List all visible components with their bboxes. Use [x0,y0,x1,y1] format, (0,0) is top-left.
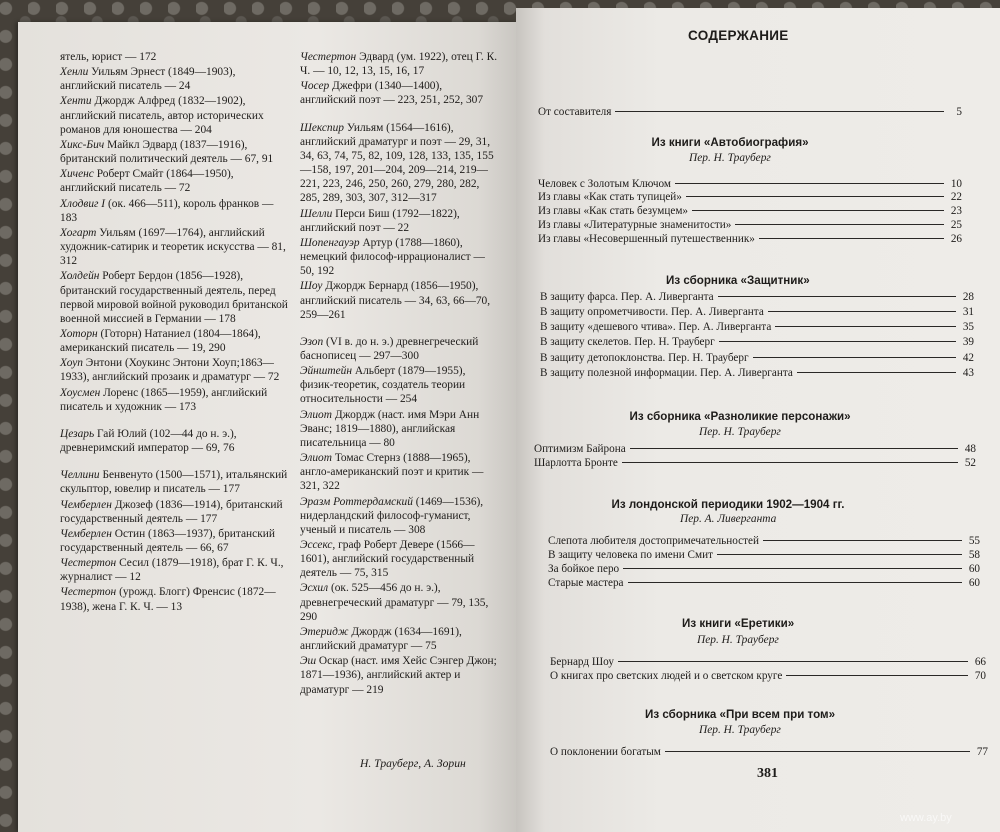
dot-leader [797,372,956,373]
toc-entry-page: 60 [968,577,980,589]
toc-entry-title: В защиту опрометчивости. Пер. А. Ливерганта [540,306,764,318]
index-entry [60,94,292,136]
toc-entry-page: 70 [974,670,986,682]
index-entry-text: Джордж (наст. имя Мэри Анн Эванс; 1819—1880), английская писательница — 80 [300,408,480,449]
toc-entry-title: В защиту полезной информации. Пер. А. Ливерганта [540,367,793,379]
dot-leader [623,568,962,569]
index-entry [60,356,292,384]
toc-entry-page: 43 [962,367,974,379]
toc-entry [540,367,974,379]
index-entry-name: Холдейн [60,270,100,283]
index-entry-name: Хоусмен [60,386,101,399]
index-entry-name: Честертон [60,586,117,599]
left-page [18,22,518,832]
toc-entry-title: В защиту скелетов. Пер. Н. Трауберг [540,336,715,348]
toc-entry-title: В защиту «дешевого чтива». Пер. А. Ливерганта [540,321,772,333]
dot-leader [630,448,958,449]
index-entry-text: (ок. 466—511), король франков — 183 [60,197,274,224]
dot-leader [618,661,968,662]
index-entry-text: граф Роберт Девере (1566—1601), английский государственный деятель — 75, 315 [300,539,475,580]
toc-entry [540,291,974,303]
toc-entry-title: От составителя [538,106,612,118]
toc-entry [540,352,974,364]
index-entry-text: (урожд. Блогг) Френсис (1872—1938), жена Г. К. Ч. — 13 [60,586,276,613]
toc-section-translator: Пер. Н. Трауберг [689,152,771,164]
toc-entry-page: 23 [950,205,962,217]
toc-entry-title: Из главы «Несовершенный путешественник» [538,233,755,245]
index-entry-name: Этеридж [300,625,349,638]
toc-section-title: Из книги «Еретики» [682,617,795,630]
index-entry-name: Честертон [60,557,117,570]
dot-leader [753,357,956,358]
toc-entry [534,457,976,469]
toc-entry [538,219,962,231]
toc-entry-page: 58 [968,549,980,561]
index-entry-text: Эдвард (ум. 1922), отец Г. К. Ч. — 10, 12, 13, 15, 16, 17 [300,51,498,78]
index-entry-name: Эш [300,655,317,668]
index-entry-name: Элиот [300,452,332,465]
toc-entry-page: 55 [968,535,980,547]
dot-leader [735,224,944,225]
signature: Н. Трауберг, А. Зорин [360,757,466,770]
dot-leader [675,183,944,184]
index-entry-name: Эсхил [300,582,329,595]
toc-entry [538,106,962,118]
toc-entry [550,656,986,668]
index-entry [300,451,500,493]
index-entry-name: Хлодвиг I [60,197,106,210]
index-entry [60,167,292,195]
index-entry-text: Джордж Бернард (1856—1950), английский писатель — 34, 63, 66—70, 259—261 [300,280,491,321]
toc-entry-title: О поклонении богатым [550,746,661,758]
toc-entry-page: 25 [950,219,962,231]
index-entry-name: Цезарь [60,427,95,440]
toc-entry [538,178,962,190]
toc-entry-title: Шарлотта Бронте [534,457,618,469]
index-entry-name: Честертон [300,51,357,63]
index-entry-name: Эйнштейн [300,365,353,378]
index-entry-name: Хенли [60,66,89,79]
dot-leader [717,554,962,555]
toc-entry-title: Слепота любителя достопримечательностей [548,535,759,547]
index-entry [60,386,292,414]
toc-entry-title: Из главы «Как стать тупицей» [538,191,682,203]
index-entry [300,495,500,537]
dot-leader [622,462,958,463]
index-entry-text: Уильям (1564—1616), английский драматург и поэт — 29, 31, 34, 63, 74, 75, 82, 109, 128, 133, 135, 155—158, 197, 201—204, 209—214, 219—221, 223, 246, 250, 260, 279, 280, 282, 285, 289, 303, 307, 312—317 [300,121,494,205]
index-entry-text: Томас Стернз (1888—1965), англо-американский поэт и критик — 321, 322 [300,452,484,493]
toc-section-translator: Пер. Н. Трауберг [699,724,781,736]
toc-entry [548,549,980,561]
toc-entry-page: 77 [976,746,988,758]
index-entry-name: Шопенгауэр [300,236,360,249]
index-entry [300,121,500,206]
toc-entry-page: 31 [962,306,974,318]
index-entry-name: Хоуп [60,357,83,370]
toc-section-translator: Пер. Н. Трауберг [699,426,781,438]
index-entry-text: Джордж Алфред (1832—1902), английский писатель, автор исторических романов для юношества — 204 [60,95,264,136]
index-entry-name: Элиот [300,408,332,421]
index-entry [300,581,500,623]
toc-entry-page: 66 [974,656,986,668]
index-entry-text: (VI в. до н. э.) древнегреческий баснописец — 297—300 [300,335,479,362]
index-entry-name: Хикс-Бич [60,138,105,151]
index-entry-text: Уильям (1697—1764), английский художник-сатирик и теоретик искусства — 81, 312 [60,226,286,268]
toc-entry-title: За бойкое перо [548,563,620,575]
toc-entry [540,321,974,333]
toc-entry-page: 42 [962,352,974,364]
index-entry [60,498,292,526]
index-entry-name: Чосер [300,80,330,93]
toc-entry-page: 39 [962,336,974,348]
index-entry-name: Шоу [300,280,323,293]
index-entry-text: Джозеф (1836—1914), британский государственный деятель — 177 [60,498,283,525]
toc-entry-title: О книгах про светских людей и о светском круге [550,670,783,682]
toc-entry [538,233,962,245]
index-entry [60,50,292,64]
index-entry-text: Роберт Смайт (1864—1950), английский писатель — 72 [60,168,234,195]
index-entry [60,468,292,496]
index-entry [300,50,500,78]
dot-leader [768,311,956,312]
page-number: 381 [757,766,778,781]
toc-entry-title: В защиту детопоклонства. Пер. Н. Трауберг [540,352,749,364]
toc-entry [540,306,974,318]
index-entry-name: Хогарт [60,226,97,239]
toc-entry [540,336,974,348]
index-entry-text: (1469—1536), нидерландский философ-гуманист, ученый и писатель — 308 [300,495,484,536]
toc-entry [550,746,988,758]
index-entry-text: Артур (1788—1860), немецкий философ-иррационалист — 50, 192 [300,236,485,278]
toc-entry-title: Бернард Шоу [550,656,614,668]
toc-entry-page: 22 [950,191,962,203]
index-entry [300,408,500,450]
dot-leader [628,582,962,583]
toc-entry-title: Старые мастера [548,577,624,589]
index-entry-name: Чемберлен [60,527,112,540]
index-entry-text: (ок. 525—456 до н. э.), древнегреческий драматург — 79, 135, 290 [300,582,489,623]
index-entry [60,197,292,225]
toc-entry-page: 28 [962,291,974,303]
index-entry-text: Оскар (наст. имя Хейс Сэнгер Джон; 1871—1936), английский актер и драматург — 219 [300,655,497,696]
dot-leader [692,210,944,211]
toc-heading: СОДЕРЖАНИЕ [688,28,789,43]
toc-section-translator: Пер. А. Ливерганта [680,513,777,525]
index-entry-name: Хенти [60,95,92,108]
index-entry [300,538,500,580]
index-entry-text: Джордж (1634—1691), английский драматург — 75 [300,625,462,653]
toc-entry-page: 10 [950,178,962,190]
dot-leader [775,326,956,327]
index-entry-text: Сесил (1879—1918), брат Г. К. Ч., журналист — 12 [60,557,284,584]
index-entry-text: Перси Биш (1792—1822), английский поэт — 22 [300,207,460,234]
toc-entry-page: 48 [964,443,976,455]
index-entry-text: Альберт (1879—1955), физик-теоретик, создатель теории относительности — 254 [300,365,466,406]
index-entry [60,269,292,326]
index-entry [300,279,500,321]
index-entry-name: Чемберлен [60,498,112,511]
index-entry-text: Энтони (Хоукинс Энтони Хоуп;1863—1933), английский прозаик и драматург — 72 [60,357,280,384]
toc-section-title: Из сборника «Защитник» [666,274,810,287]
index-entry-name: Шелли [300,207,333,220]
toc-section-title: Из сборника «Разноликие персонажи» [629,410,851,423]
index-entry-name: Хоторн [60,327,98,340]
dot-leader [786,675,968,676]
index-entry [60,327,292,355]
index-entry-name: Шекспир [300,121,344,134]
toc-entry [538,191,962,203]
index-entry [300,79,500,107]
watermark: www.ay.by [900,812,952,824]
index-entry-text: Остин (1863—1937), британский государственный деятель — 66, 67 [60,527,275,554]
index-entry-text: ятель, юрист — 172 [60,51,157,63]
toc-entry [548,535,980,547]
toc-entry-page: 35 [962,321,974,333]
index-entry-name: Челлини [60,469,100,482]
index-entry-text: Бенвенуто (1500—1571), итальянский скульптор, ювелир и писатель — 177 [60,469,288,496]
index-entry [60,427,292,455]
toc-entry-title: Оптимизм Байрона [534,443,626,455]
toc-section-title: Из сборника «При всем при том» [645,708,836,721]
index-entry [300,236,500,278]
toc-entry [548,577,980,589]
index-entry [300,335,500,363]
index-entry [60,556,292,584]
index-entry-text: Джефри (1340—1400), английский поэт — 223, 251, 252, 307 [300,80,484,107]
index-entry [300,364,500,406]
toc-section-title: Из книги «Автобиография» [651,136,809,149]
index-entry-name: Эразм Роттердамский [300,495,413,508]
dot-leader [763,540,962,541]
index-entry-name: Эссекс, [300,539,336,551]
toc-entry [538,205,962,217]
index-entry-name: Эзоп [300,335,324,348]
toc-entry-title: В защиту человека по имени Смит [548,549,713,561]
dot-leader [719,341,956,342]
toc-section-title: Из лондонской периодики 1902—1904 гг. [611,498,845,511]
toc-entry-page: 52 [964,457,976,469]
index-entry-text: Роберт Бердон (1856—1928), британский государственный деятель, перед первой мировой войной руководил британской военной миссией в Германии — 178 [60,270,288,325]
index-entry [60,65,292,93]
dot-leader [718,296,956,297]
index-column-2 [300,50,500,698]
toc-entry-title: Из главы «Как стать безумцем» [538,205,689,217]
dot-leader [686,196,944,197]
toc-section-translator: Пер. Н. Трауберг [697,634,779,646]
toc-entry-page: 26 [950,233,962,245]
toc-entry [548,563,980,575]
index-entry [60,527,292,555]
index-entry-text: Уильям Эрнест (1849—1903), английский писатель — 24 [60,66,236,93]
index-entry-text: Гай Юлий (102—44 до н. э.), древнеримский император — 69, 76 [60,427,237,455]
toc-entry [550,670,986,682]
index-entry-text: (Готорн) Натаниел (1804—1864), американский писатель — 19, 290 [60,327,261,355]
toc-entry-title: В защиту фарса. Пер. А. Ливерганта [540,291,714,303]
index-entry [60,226,292,268]
index-entry [300,207,500,235]
toc-entry-title: Из главы «Литературные знаменитости» [538,219,732,231]
right-page [516,8,1000,832]
dot-leader [665,751,970,752]
toc-entry-page: 60 [968,563,980,575]
toc-entry-page: 5 [956,106,962,118]
dot-leader [615,111,944,112]
toc-entry-title: Человек с Золотым Ключом [538,178,672,190]
index-entry [60,585,292,613]
index-entry [300,654,500,696]
index-entry-name: Хиченс [60,168,94,181]
index-entry [60,138,292,166]
toc-entry [534,443,976,455]
dot-leader [759,238,944,239]
index-entry-text: Лоренс (1865—1959), английский писатель и художник — 173 [60,386,268,413]
index-entry-text: Майкл Эдвард (1837—1916), британский политический деятель — 67, 91 [60,138,274,166]
index-column-1 [60,50,292,615]
index-entry [300,625,500,653]
